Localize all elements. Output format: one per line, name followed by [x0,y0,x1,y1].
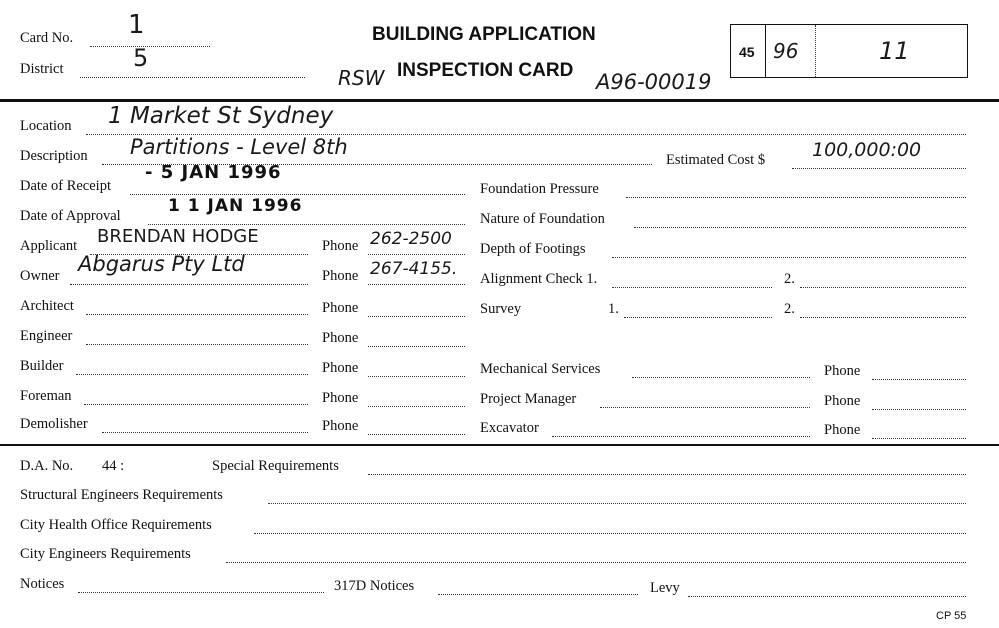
file-year: 96 [773,39,799,63]
architect-phone-line [368,316,465,317]
receipt-stamp: - 5 JAN 1996 [145,162,282,183]
special-label: Special Requirements [212,458,339,474]
card-no-value: 1 [128,10,145,40]
cost-line [792,168,966,169]
foreman-line [84,404,308,405]
builder-line [76,374,308,375]
form-subtitle: INSPECTION CARD [397,60,574,81]
mechanical-phone-line [872,379,966,380]
builder-phone-label: Phone [322,360,359,376]
excavator-line [552,436,810,437]
depth-footings-label: Depth of Footings [480,241,586,257]
levy-label: Levy [650,580,680,596]
cost-label: Estimated Cost $ [666,152,766,168]
project-manager-phone-line [872,409,966,410]
owner-phone-value: 267-4155. [370,259,458,279]
structural-line [268,503,966,504]
file-prefix: 45 [739,44,755,60]
survey-label: Survey [480,301,522,317]
city-eng-label: City Engineers Requirements [20,546,191,562]
project-manager-phone-label: Phone [824,393,861,409]
box-divider-2 [815,25,816,77]
project-manager-line [600,407,810,408]
approval-label: Date of Approval [20,208,121,224]
architect-label: Architect [20,298,74,314]
notices-label: Notices [20,576,65,592]
engineer-label: Engineer [20,328,73,344]
demolisher-label: Demolisher [20,416,88,432]
builder-phone-line [368,376,465,377]
demolisher-line [102,432,308,433]
da-value: 44 : [102,458,125,474]
levy-line [688,596,966,597]
engineer-phone-line [368,346,465,347]
approval-line [148,224,465,225]
cost-value: 100,000:00 [812,139,922,161]
demolisher-phone-label: Phone [322,418,359,434]
foreman-phone-line [368,406,465,407]
demolisher-phone-line [368,434,465,435]
alignment-line-1 [612,287,772,288]
district-label: District [20,61,64,77]
description-label: Description [20,148,88,164]
applicant-label: Applicant [20,238,78,254]
owner-phone-line [368,284,465,285]
survey-line-2 [800,317,966,318]
description-value: Partitions - Level 8th [130,135,348,159]
applicant-value: BRENDAN HODGE [97,226,259,247]
foundation-pressure-line [626,197,966,198]
architect-line [86,314,308,315]
special-line [368,474,966,475]
mechanical-line [632,377,810,378]
applicant-phone-line [368,254,465,255]
builder-label: Builder [20,358,64,374]
card-no-line [90,46,210,47]
engineer-line [86,344,308,345]
notices317-label: 317D Notices [334,578,415,594]
file-number-box [730,24,968,78]
header-rule [0,99,999,102]
owner-phone-label: Phone [322,268,359,284]
health-line [254,533,966,534]
project-manager-label: Project Manager [480,391,577,407]
mechanical-phone-label: Phone [824,363,861,379]
box-divider-1 [765,25,766,77]
district-value: 5 [133,44,149,72]
depth-footings-line [612,257,966,258]
alignment-line-2 [800,287,966,288]
excavator-phone-label: Phone [824,422,861,438]
reference-number: A96-00019 [596,70,712,94]
survey-line-1 [624,317,772,318]
file-number: 11 [879,37,910,65]
survey-num-2: 2. [784,301,795,317]
applicant-phone-label: Phone [322,238,359,254]
foreman-phone-label: Phone [322,390,359,406]
district-line [80,77,305,78]
nature-foundation-line [634,227,966,228]
notices-line [78,592,324,593]
alignment-num-2: 2. [784,271,795,287]
da-label: D.A. No. [20,458,74,474]
form-title: BUILDING APPLICATION [372,24,596,45]
card-no-label: Card No. [20,30,74,46]
owner-value: Abgarus Pty Ltd [78,252,245,276]
foreman-label: Foreman [20,388,72,404]
location-value: 1 Market St Sydney [108,103,334,129]
applicant-phone-value: 262-2500 [370,229,452,249]
excavator-phone-line [872,438,966,439]
notices317-line [438,594,638,595]
survey-num-1: 1. [608,301,619,317]
engineer-phone-label: Phone [322,330,359,346]
approval-stamp: 1 1 JAN 1996 [168,196,303,216]
middle-rule [0,444,999,446]
foundation-pressure-label: Foundation Pressure [480,181,599,197]
mechanical-label: Mechanical Services [480,361,601,377]
health-label: City Health Office Requirements [20,517,212,533]
structural-label: Structural Engineers Requirements [20,487,223,503]
owner-line [70,284,308,285]
architect-phone-label: Phone [322,300,359,316]
location-label: Location [20,118,72,134]
receipt-line [130,194,465,195]
alignment-label: Alignment Check 1. [480,271,598,287]
excavator-label: Excavator [480,420,539,436]
rsw-initials: RSW [338,66,385,90]
receipt-label: Date of Receipt [20,178,111,194]
city-eng-line [226,562,966,563]
form-code: CP 55 [936,610,967,622]
owner-label: Owner [20,268,60,284]
nature-foundation-label: Nature of Foundation [480,211,605,227]
